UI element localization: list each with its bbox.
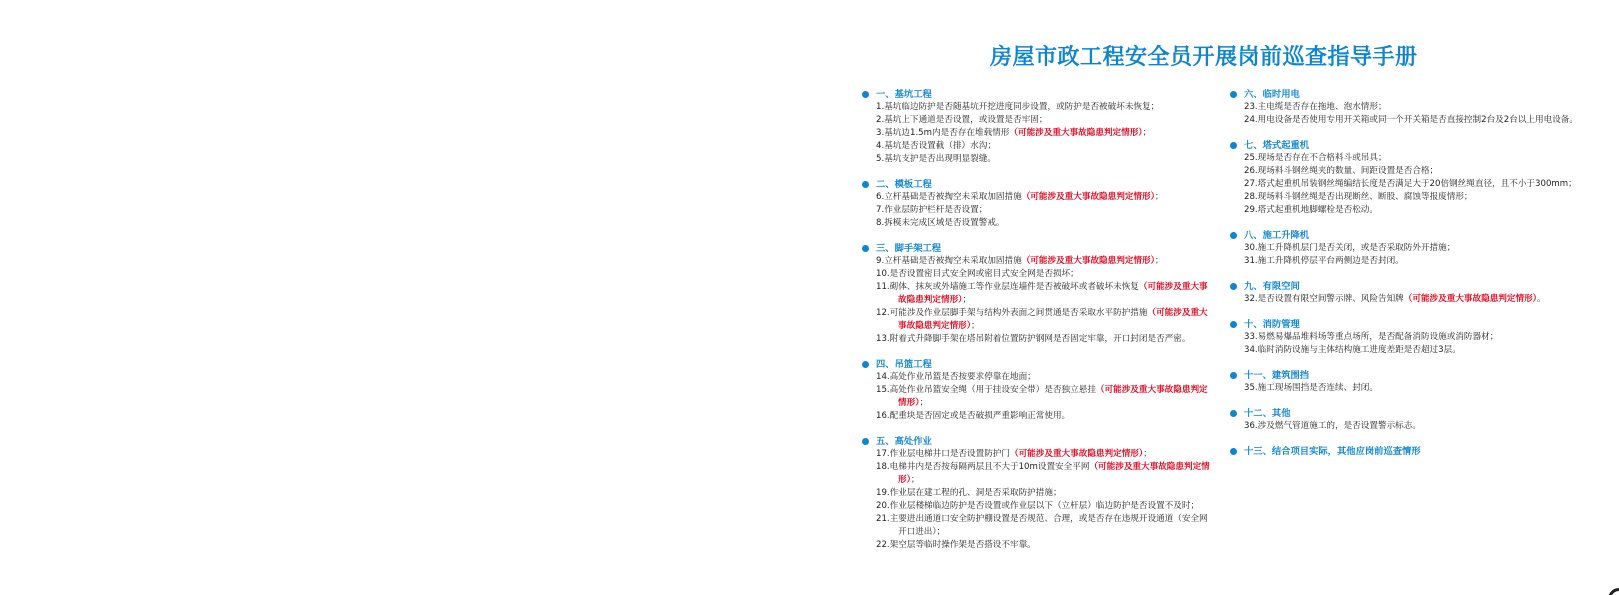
section: [1230, 318, 1590, 357]
item-text: 6.立杆基础是否被掏空未采取加固措施: [876, 192, 1022, 202]
item-text: 32.是否设置有限空间警示牌、风险告知牌: [1244, 294, 1404, 304]
item-text: 20.作业层楼梯临边防护是否设置或作业层以下（立杆层）临边防护是否设置不及时；: [876, 501, 1200, 511]
major-hazard-note: （可能涉及重大事故隐患判定情形）: [898, 282, 1208, 305]
checklist-item: [1230, 293, 1590, 306]
checklist-item: [862, 281, 1214, 307]
checklist-item: [1230, 101, 1590, 114]
section-heading: 一、基坑工程: [862, 88, 1214, 101]
item-text: 7.作业层防护栏杆是否设置；: [876, 205, 988, 215]
section-heading: 三、脚手架工程: [862, 242, 1214, 255]
item-punctuation: ；: [1154, 192, 1164, 202]
checklist-item: [862, 487, 1214, 500]
checklist-item: [862, 461, 1214, 487]
major-hazard-note: （可能涉及重大事故隐患判定情形）: [1009, 449, 1144, 459]
item-text: 17.作业层电梯井口是否设置防护门: [876, 449, 1010, 459]
checklist-item: [862, 410, 1214, 423]
checklist-item: [862, 539, 1214, 552]
section: [1230, 280, 1590, 306]
item-text: 15.高处作业吊篮安全绳（用于挂设安全带）是否独立悬挂: [876, 385, 1096, 395]
major-hazard-note: （可能涉及重大事故隐患判定情形）: [1021, 192, 1155, 202]
item-text: 33.易燃易爆品堆料场等重点场所，是否配备消防设施或消防器材；: [1244, 332, 1499, 342]
section-heading: 十一、建筑围挡: [1230, 369, 1590, 382]
major-hazard-note: （可能涉及重大事故隐患判定情形）: [1021, 256, 1155, 266]
right-column: [1230, 88, 1590, 470]
item-text: 13.附着式升降脚手架在塔吊附着位置防护钢网是否固定牢靠，开口封闭是否严密。: [876, 334, 1191, 344]
checklist-item: [1230, 255, 1590, 268]
checklist-item: [1230, 191, 1590, 204]
item-text: 1.基坑临边防护是否随基坑开挖进度同步设置，或防护是否被破坏未恢复；: [876, 102, 1160, 112]
section: [1230, 445, 1590, 458]
page-corner-mark: [1605, 585, 1619, 595]
item-punctuation: ；: [962, 295, 972, 305]
checklist-item: [862, 255, 1214, 268]
item-text: 16.配重块是否固定或是否破损严重影响正常使用。: [876, 411, 1071, 421]
checklist-item: [862, 153, 1214, 166]
item-text: 25.现场是否存在不合格料斗或吊具；: [1244, 153, 1387, 163]
section-heading: 十二、其他: [1230, 407, 1590, 420]
item-text: 8.拆模未完成区域是否设置警戒。: [876, 218, 1005, 228]
section: [862, 358, 1214, 423]
section-heading: 五、高处作业: [862, 435, 1214, 448]
item-text: 36.涉及燃气管道施工的，是否设置警示标志。: [1244, 421, 1421, 431]
item-text: 18.电梯井内是否按每隔两层且不大于10m设置安全平网: [876, 462, 1090, 472]
checklist-item: [1230, 242, 1590, 255]
section-heading: 九、有限空间: [1230, 280, 1590, 293]
section-heading: 七、塔式起重机: [1230, 139, 1590, 152]
item-punctuation: ；: [971, 321, 980, 331]
item-text: 34.临时消防设施与主体结构施工进度差距是否超过3层。: [1244, 345, 1461, 355]
item-text: 24.用电设备是否使用专用开关箱或同一个开关箱是否直接控制2台及2台以上用电设备。: [1244, 115, 1578, 125]
section-heading: 四、吊篮工程: [862, 358, 1214, 371]
checklist-item: [862, 371, 1214, 384]
checklist-item: [862, 191, 1214, 204]
section: [862, 178, 1214, 230]
section: [1230, 229, 1590, 268]
section: [1230, 407, 1590, 433]
item-text: 22.架空层等临时操作架是否搭设不牢靠。: [876, 540, 1036, 550]
section: [1230, 369, 1590, 395]
checklist-item: [1230, 331, 1590, 344]
item-punctuation: ；: [919, 398, 929, 408]
page-title: 房屋市政工程安全员开展岗前巡查指导手册: [990, 45, 1418, 70]
item-punctuation: ；: [1154, 256, 1164, 266]
section: [862, 435, 1214, 552]
item-text: 5.基坑支护是否出现明显裂缝。: [876, 154, 996, 164]
item-punctuation: ；: [1142, 128, 1152, 138]
item-text: 31.施工升降机停层平台两侧边是否封闭。: [1244, 256, 1404, 266]
major-hazard-note: （可能涉及重大事故隐患判定情形）: [898, 462, 1210, 485]
left-column: [862, 88, 1214, 564]
item-text: 21.主要进出通道口安全防护棚设置是否规范、合理，或是否存在违规开设通道（安全网开口进出）；: [876, 514, 1208, 537]
item-text: 23.主电缆是否存在拖地、泡水情形；: [1244, 102, 1387, 112]
checklist-item: [862, 513, 1214, 539]
item-text: 12.可能涉及作业层脚手架与结构外表面之间贯通是否采取水平防护措施: [876, 308, 1148, 318]
item-text: 4.基坑是否设置截（排）水沟；: [876, 141, 996, 151]
item-text: 14.高处作业吊篮是否按要求停靠在地面；: [876, 372, 1036, 382]
section-heading: 十三、结合项目实际，其他应岗前巡查情形: [1230, 445, 1590, 458]
section: [1230, 88, 1590, 127]
checklist-item: [862, 217, 1214, 230]
checklist-item: [862, 333, 1214, 346]
checklist-item: [862, 127, 1214, 140]
checklist-item: [862, 448, 1214, 461]
major-hazard-note: （可能涉及重大事故隐患判定情形）: [1009, 128, 1143, 138]
section-heading: 十、消防管理: [1230, 318, 1590, 331]
checklist-item: [862, 500, 1214, 513]
checklist-item: [862, 204, 1214, 217]
section-heading: 六、临时用电: [1230, 88, 1590, 101]
checklist-item: [862, 307, 1214, 333]
checklist-item: [862, 140, 1214, 153]
item-text: 26.现场料斗钢丝绳夹的数量、间距设置是否合格；: [1244, 166, 1439, 176]
item-punctuation: ；: [910, 475, 920, 485]
checklist-item: [1230, 152, 1590, 165]
checklist-item: [862, 268, 1214, 281]
major-hazard-note: （可能涉及重大事故隐患判定情形）: [898, 385, 1208, 408]
item-punctuation: 。: [1536, 294, 1546, 304]
item-text: 11.砌体、抹灰或外墙施工等作业层连墙件是否被破坏或者破坏未恢复: [876, 282, 1139, 292]
item-text: 19.作业层在建工程的孔、洞是否采取防护措施；: [876, 488, 1062, 498]
item-text: 30.施工升降机层门是否关闭，或是否采取防外开措施；: [1244, 243, 1456, 253]
major-hazard-note: （可能涉及重大事故隐患判定情形）: [898, 308, 1208, 331]
checklist-item: [1230, 165, 1590, 178]
item-text: 9.立杆基础是否被掏空未采取加固措施: [876, 256, 1022, 266]
section: [862, 242, 1214, 346]
checklist-item: [1230, 420, 1590, 433]
section-heading: 八、施工升降机: [1230, 229, 1590, 242]
item-punctuation: ；: [1143, 449, 1152, 459]
item-text: 28.现场料斗钢丝绳是否出现断丝、断股、腐蚀等报废情形；: [1244, 192, 1473, 202]
section: [862, 88, 1214, 166]
item-text: 2.基坑上下通道是否设置，或设置是否牢固；: [876, 115, 1048, 125]
checklist-item: [1230, 178, 1590, 191]
checklist-item: [1230, 344, 1590, 357]
item-text: 3.基坑边1.5m内是否存在堆载情形: [876, 128, 1010, 138]
checklist-item: [1230, 114, 1590, 127]
section-heading: 二、模板工程: [862, 178, 1214, 191]
checklist-item: [862, 101, 1214, 114]
checklist-item: [1230, 382, 1590, 395]
item-text: 10.是否设置密目式安全网或密目式安全网是否损坏；: [876, 269, 1079, 279]
item-text: 27.塔式起重机吊装钢丝绳编结长度是否满足大于20倍钢丝绳直径，且不小于300mm；: [1244, 179, 1577, 189]
item-text: 29.塔式起重机地脚螺栓是否松动。: [1244, 205, 1378, 215]
item-text: 35.施工现场围挡是否连续、封闭。: [1244, 383, 1378, 393]
checklist-item: [862, 384, 1214, 410]
section: [1230, 139, 1590, 217]
checklist-item: [1230, 204, 1590, 217]
checklist-item: [862, 114, 1214, 127]
major-hazard-note: （可能涉及重大事故隐患判定情形）: [1403, 294, 1537, 304]
